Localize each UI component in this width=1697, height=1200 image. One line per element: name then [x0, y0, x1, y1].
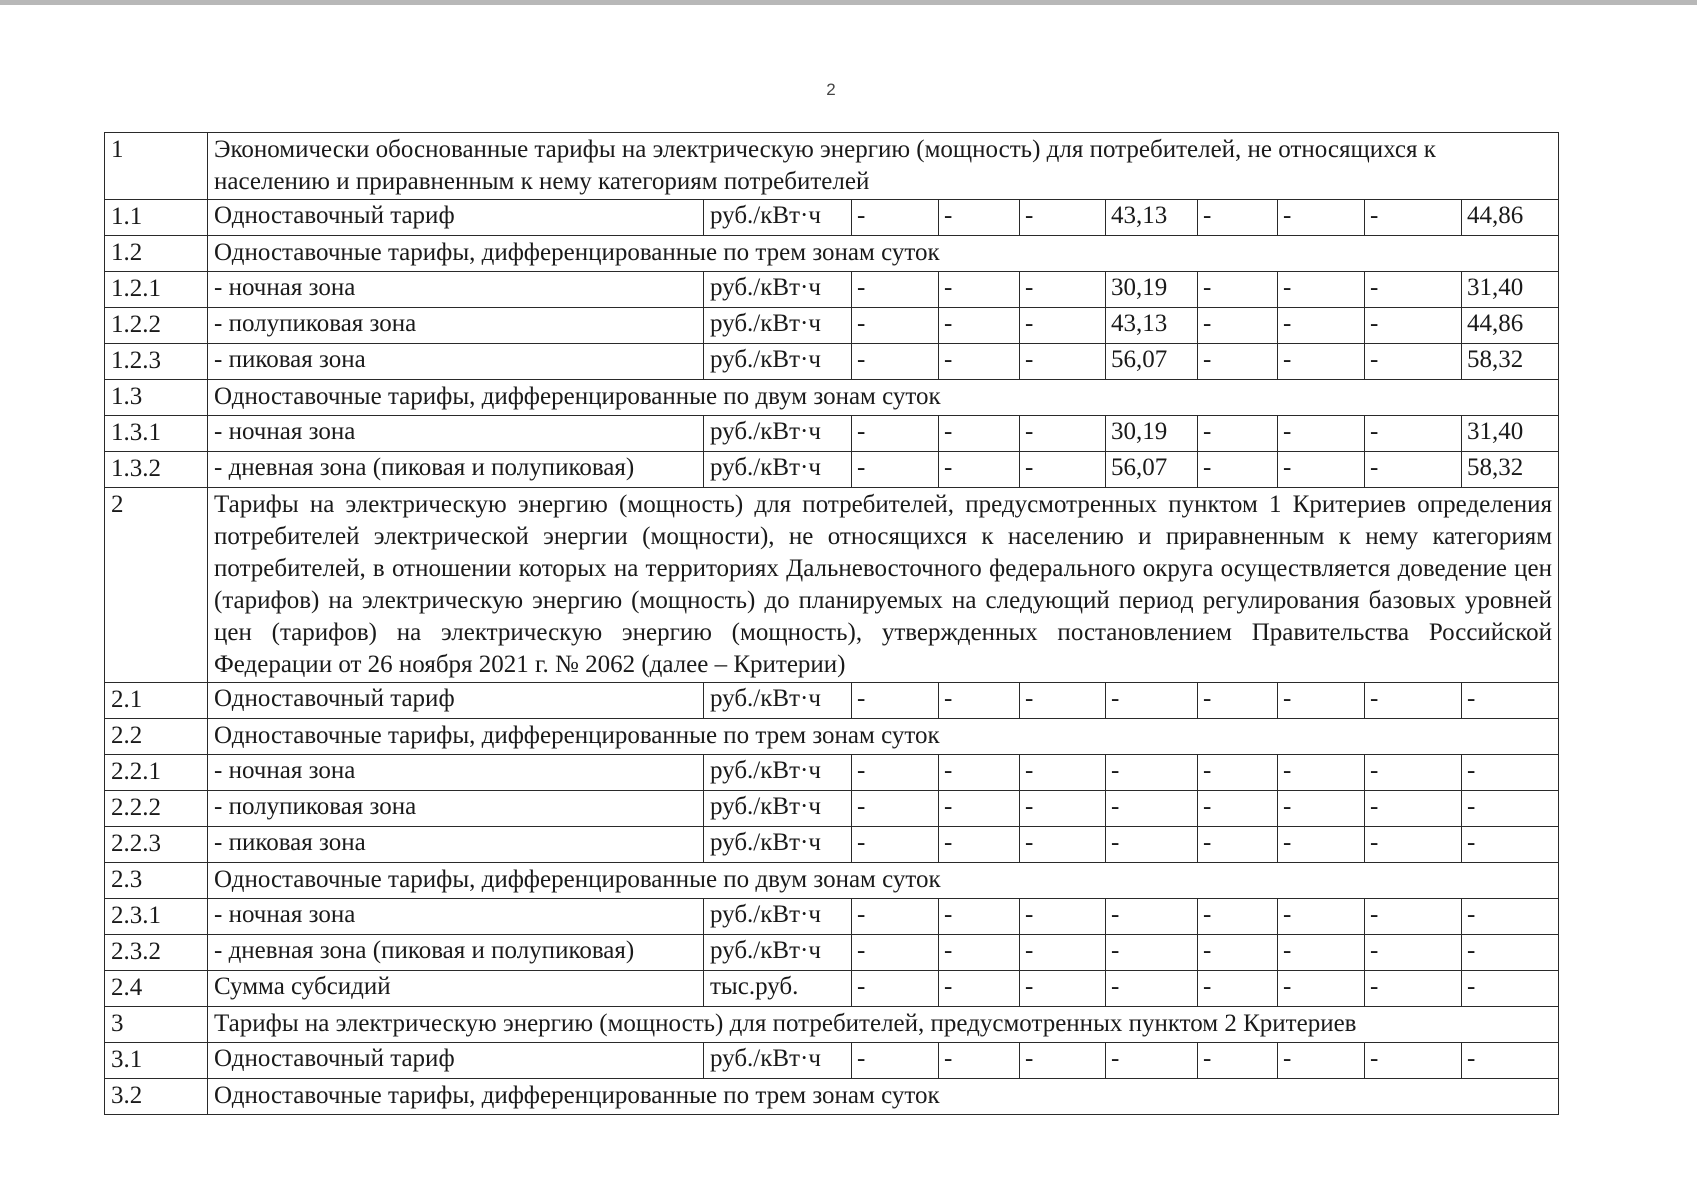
value-cell: - — [1198, 683, 1278, 719]
value-cell: - — [1198, 416, 1278, 452]
row-number: 1.3 — [105, 380, 208, 416]
value-cell: - — [1365, 827, 1462, 863]
indicator-name: Одноставочный тариф — [208, 1043, 704, 1079]
value-cell: - — [1278, 200, 1365, 236]
value-cell: - — [1278, 308, 1365, 344]
value-cell: - — [1462, 935, 1559, 971]
value-cell: - — [1462, 1043, 1559, 1079]
value-cell: - — [1462, 791, 1559, 827]
value-cell: - — [1365, 935, 1462, 971]
scan-top-edge — [0, 0, 1697, 5]
row-number: 1.1 — [105, 200, 208, 236]
value-cell: - — [1020, 899, 1106, 935]
value-cell: - — [1020, 827, 1106, 863]
value-cell: - — [1278, 791, 1365, 827]
section-row — [105, 133, 1559, 200]
indicator-name: Одноставочный тариф — [208, 683, 704, 719]
tariff-table — [104, 132, 1559, 1115]
indicator-name: - ночная зона — [208, 272, 704, 308]
value-cell: - — [852, 755, 939, 791]
table-row — [105, 272, 1559, 308]
table-row — [105, 791, 1559, 827]
section-row — [105, 380, 1559, 416]
row-number: 2.4 — [105, 971, 208, 1007]
value-cell: - — [1106, 683, 1198, 719]
section-row — [105, 488, 1559, 683]
row-number: 1.2 — [105, 236, 208, 272]
indicator-name: - ночная зона — [208, 416, 704, 452]
value-cell: 58,32 — [1462, 452, 1559, 488]
section-heading: Одноставочные тарифы, дифференцированные по двум зонам суток — [208, 863, 1559, 899]
unit-cell: руб./кВт·ч — [704, 344, 852, 380]
section-row — [105, 863, 1559, 899]
value-cell: - — [1462, 755, 1559, 791]
table-row — [105, 755, 1559, 791]
value-cell: - — [939, 308, 1020, 344]
section-row — [105, 236, 1559, 272]
value-cell: - — [1365, 200, 1462, 236]
value-cell: - — [1278, 272, 1365, 308]
value-cell: - — [1198, 755, 1278, 791]
row-number: 2.2 — [105, 719, 208, 755]
value-cell: 30,19 — [1106, 272, 1198, 308]
value-cell: 30,19 — [1106, 416, 1198, 452]
table-row — [105, 683, 1559, 719]
section-heading: Тарифы на электрическую энергию (мощность) для потребителей, предусмотренных пунктом 2 Критериев — [208, 1007, 1559, 1043]
table-row — [105, 308, 1559, 344]
value-cell: - — [939, 827, 1020, 863]
value-cell: - — [1020, 344, 1106, 380]
value-cell: - — [1462, 899, 1559, 935]
section-row — [105, 1007, 1559, 1043]
value-cell: - — [1462, 683, 1559, 719]
unit-cell: руб./кВт·ч — [704, 683, 852, 719]
value-cell: - — [852, 272, 939, 308]
value-cell: 58,32 — [1462, 344, 1559, 380]
value-cell: - — [1365, 272, 1462, 308]
value-cell: - — [1278, 1043, 1365, 1079]
value-cell: - — [1365, 755, 1462, 791]
row-number: 2.2.1 — [105, 755, 208, 791]
value-cell: - — [1278, 827, 1365, 863]
value-cell: - — [939, 1043, 1020, 1079]
table-row — [105, 1043, 1559, 1079]
value-cell: - — [1198, 827, 1278, 863]
value-cell: - — [852, 1043, 939, 1079]
value-cell: - — [1198, 272, 1278, 308]
indicator-name: Одноставочный тариф — [208, 200, 704, 236]
value-cell: - — [1365, 452, 1462, 488]
value-cell: - — [852, 200, 939, 236]
value-cell: - — [939, 272, 1020, 308]
value-cell: - — [1020, 1043, 1106, 1079]
unit-cell: тыс.руб. — [704, 971, 852, 1007]
value-cell: - — [852, 452, 939, 488]
value-cell: 31,40 — [1462, 416, 1559, 452]
value-cell: - — [1278, 935, 1365, 971]
value-cell: - — [1020, 308, 1106, 344]
value-cell: - — [1462, 971, 1559, 1007]
value-cell: 44,86 — [1462, 200, 1559, 236]
value-cell: - — [1365, 791, 1462, 827]
unit-cell: руб./кВт·ч — [704, 452, 852, 488]
value-cell: - — [1365, 971, 1462, 1007]
unit-cell: руб./кВт·ч — [704, 308, 852, 344]
row-number: 1.3.2 — [105, 452, 208, 488]
value-cell: - — [1198, 200, 1278, 236]
table-row — [105, 971, 1559, 1007]
unit-cell: руб./кВт·ч — [704, 791, 852, 827]
value-cell: - — [1198, 899, 1278, 935]
value-cell: - — [1198, 971, 1278, 1007]
value-cell: - — [1198, 791, 1278, 827]
value-cell: 43,13 — [1106, 308, 1198, 344]
value-cell: - — [939, 755, 1020, 791]
indicator-name: - дневная зона (пиковая и полупиковая) — [208, 452, 704, 488]
indicator-name: - дневная зона (пиковая и полупиковая) — [208, 935, 704, 971]
section-heading: Тарифы на электрическую энергию (мощность) для потребителей, предусмотренных пунктом 1 Критериев определения потребителей электрической энергии (мощности), не относящихся к населению и приравненным к нему категориям потребителей, в отношении которых на территориях Дальневосточного федерального округа осуществляется доведение цен (тарифов) на электрическую энергию (мощность) до планируемых на следующий период регулирования базовых уровней цен (тарифов) на электрическую энергию (мощность), утвержденных постановлением Правительства Российской Федерации от 26 ноября 2021 г. № 2062 (далее – Критерии) — [208, 488, 1559, 683]
value-cell: - — [1198, 308, 1278, 344]
indicator-name: - ночная зона — [208, 899, 704, 935]
indicator-name: Сумма субсидий — [208, 971, 704, 1007]
unit-cell: руб./кВт·ч — [704, 899, 852, 935]
table-row — [105, 935, 1559, 971]
value-cell: - — [1106, 971, 1198, 1007]
row-number: 3 — [105, 1007, 208, 1043]
indicator-name: - ночная зона — [208, 755, 704, 791]
table-row — [105, 200, 1559, 236]
value-cell: - — [939, 416, 1020, 452]
row-number: 2.3 — [105, 863, 208, 899]
row-number: 1.2.1 — [105, 272, 208, 308]
unit-cell: руб./кВт·ч — [704, 416, 852, 452]
row-number: 1 — [105, 133, 208, 200]
row-number: 2.3.2 — [105, 935, 208, 971]
value-cell: - — [939, 899, 1020, 935]
table-row — [105, 827, 1559, 863]
value-cell: - — [1106, 1043, 1198, 1079]
section-row — [105, 1079, 1559, 1115]
indicator-name: - пиковая зона — [208, 827, 704, 863]
indicator-name: - полупиковая зона — [208, 791, 704, 827]
value-cell: - — [1020, 200, 1106, 236]
row-number: 2 — [105, 488, 208, 683]
value-cell: - — [852, 899, 939, 935]
value-cell: - — [852, 416, 939, 452]
row-number: 1.3.1 — [105, 416, 208, 452]
value-cell: - — [1198, 1043, 1278, 1079]
page-number: 2 — [826, 80, 836, 99]
value-cell: - — [1365, 899, 1462, 935]
indicator-name: - пиковая зона — [208, 344, 704, 380]
row-number: 1.2.2 — [105, 308, 208, 344]
row-number: 3.2 — [105, 1079, 208, 1115]
value-cell: - — [1278, 452, 1365, 488]
value-cell: - — [939, 200, 1020, 236]
value-cell: - — [939, 683, 1020, 719]
section-heading: Одноставочные тарифы, дифференцированные по трем зонам суток — [208, 1079, 1559, 1115]
section-heading: Одноставочные тарифы, дифференцированные по трем зонам суток — [208, 236, 1559, 272]
value-cell: - — [852, 791, 939, 827]
value-cell: - — [1106, 791, 1198, 827]
value-cell: - — [939, 791, 1020, 827]
value-cell: - — [1278, 899, 1365, 935]
row-number: 3.1 — [105, 1043, 208, 1079]
value-cell: - — [1278, 755, 1365, 791]
value-cell: - — [852, 344, 939, 380]
value-cell: - — [939, 344, 1020, 380]
value-cell: - — [1365, 1043, 1462, 1079]
value-cell: - — [939, 452, 1020, 488]
value-cell: - — [1278, 683, 1365, 719]
value-cell: 43,13 — [1106, 200, 1198, 236]
value-cell: - — [1106, 899, 1198, 935]
row-number: 2.2.2 — [105, 791, 208, 827]
row-number: 1.2.3 — [105, 344, 208, 380]
value-cell: - — [1365, 683, 1462, 719]
unit-cell: руб./кВт·ч — [704, 935, 852, 971]
value-cell: - — [852, 827, 939, 863]
value-cell: - — [1365, 308, 1462, 344]
value-cell: - — [1198, 344, 1278, 380]
table-row — [105, 899, 1559, 935]
value-cell: - — [939, 971, 1020, 1007]
unit-cell: руб./кВт·ч — [704, 200, 852, 236]
value-cell: - — [1020, 755, 1106, 791]
section-heading: Одноставочные тарифы, дифференцированные по двум зонам суток — [208, 380, 1559, 416]
value-cell: - — [1020, 971, 1106, 1007]
table-row — [105, 344, 1559, 380]
unit-cell: руб./кВт·ч — [704, 1043, 852, 1079]
row-number: 2.2.3 — [105, 827, 208, 863]
value-cell: 56,07 — [1106, 344, 1198, 380]
value-cell: - — [1106, 755, 1198, 791]
value-cell: 56,07 — [1106, 452, 1198, 488]
value-cell: - — [1020, 683, 1106, 719]
unit-cell: руб./кВт·ч — [704, 272, 852, 308]
section-heading: Одноставочные тарифы, дифференцированные по трем зонам суток — [208, 719, 1559, 755]
indicator-name: - полупиковая зона — [208, 308, 704, 344]
table-row — [105, 452, 1559, 488]
value-cell: - — [1462, 827, 1559, 863]
value-cell: - — [852, 971, 939, 1007]
unit-cell: руб./кВт·ч — [704, 755, 852, 791]
value-cell: - — [852, 308, 939, 344]
value-cell: - — [1020, 791, 1106, 827]
value-cell: 44,86 — [1462, 308, 1559, 344]
value-cell: - — [1278, 416, 1365, 452]
table-row — [105, 416, 1559, 452]
section-row — [105, 719, 1559, 755]
value-cell: - — [1106, 827, 1198, 863]
value-cell: - — [1020, 272, 1106, 308]
row-number: 2.1 — [105, 683, 208, 719]
value-cell: - — [1020, 452, 1106, 488]
value-cell: - — [852, 683, 939, 719]
value-cell: - — [1365, 416, 1462, 452]
value-cell: - — [1365, 344, 1462, 380]
value-cell: - — [1198, 452, 1278, 488]
tariff-table-body — [105, 133, 1559, 1115]
value-cell: - — [852, 935, 939, 971]
value-cell: - — [1020, 416, 1106, 452]
value-cell: - — [1020, 935, 1106, 971]
unit-cell: руб./кВт·ч — [704, 827, 852, 863]
row-number: 2.3.1 — [105, 899, 208, 935]
value-cell: 31,40 — [1462, 272, 1559, 308]
value-cell: - — [1278, 344, 1365, 380]
value-cell: - — [1278, 971, 1365, 1007]
value-cell: - — [1198, 935, 1278, 971]
section-heading: Экономически обоснованные тарифы на электрическую энергию (мощность) для потребителей, не относящихся к населению и приравненным к нему категориям потребителей — [208, 133, 1559, 200]
value-cell: - — [939, 935, 1020, 971]
value-cell: - — [1106, 935, 1198, 971]
